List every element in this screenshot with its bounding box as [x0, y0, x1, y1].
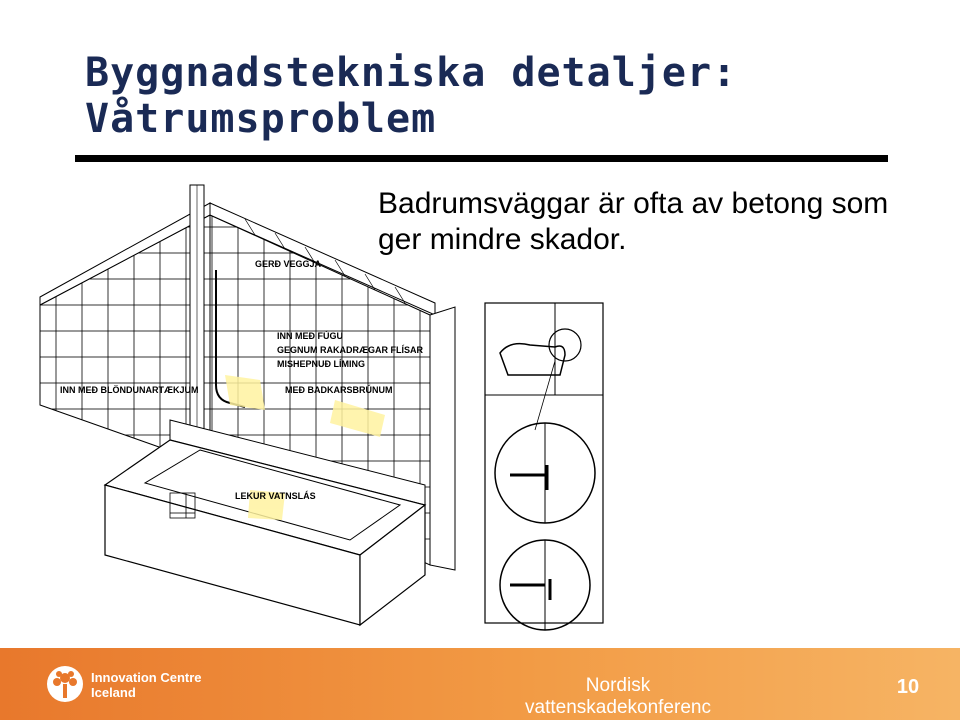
- footer-caption-line-1: Nordisk: [585, 675, 651, 696]
- slide-title: [85, 50, 905, 142]
- label-inn-med-blond: INN MEÐ BLÖNDUNARTÆKJUM: [60, 385, 199, 395]
- label-mishepnud: MISHEPNUÐ LÍMING: [277, 359, 366, 369]
- detail-panel: [485, 303, 603, 630]
- tree-logo-icon: [45, 664, 85, 704]
- footer-bar: [0, 648, 960, 720]
- brand-line-2: Iceland: [91, 685, 136, 700]
- title-divider: [75, 155, 888, 162]
- subtitle-line-2: ger mindre skador.: [378, 223, 627, 256]
- footer-caption-line-2: vattenskadekonferenc: [525, 697, 711, 718]
- brand-name: [91, 670, 202, 700]
- page-number: 10: [896, 676, 920, 698]
- brand-line-1: Innovation Centre: [91, 670, 202, 685]
- footer-caption: [520, 675, 716, 719]
- bathroom-drawing: [30, 175, 620, 640]
- label-inn-med-fugu: INN MEÐ FÚGU: [277, 331, 343, 341]
- title-line-1: Byggnadstekniska detaljer:: [85, 50, 738, 96]
- subtitle-line-1: Badrumsväggar är ofta av betong som: [378, 187, 889, 220]
- label-gegnum: GEGNUM RAKADRÆGAR FLÍSAR: [277, 345, 423, 355]
- label-med-badkar: MEÐ BADKARSBRÚNUM: [285, 385, 393, 395]
- label-gerd-veggja: GERÐ VEGGJA: [255, 259, 322, 269]
- title-line-2: Våtrumsproblem: [85, 96, 437, 142]
- label-lekur: LEKUR VATNSLÁS: [235, 491, 316, 501]
